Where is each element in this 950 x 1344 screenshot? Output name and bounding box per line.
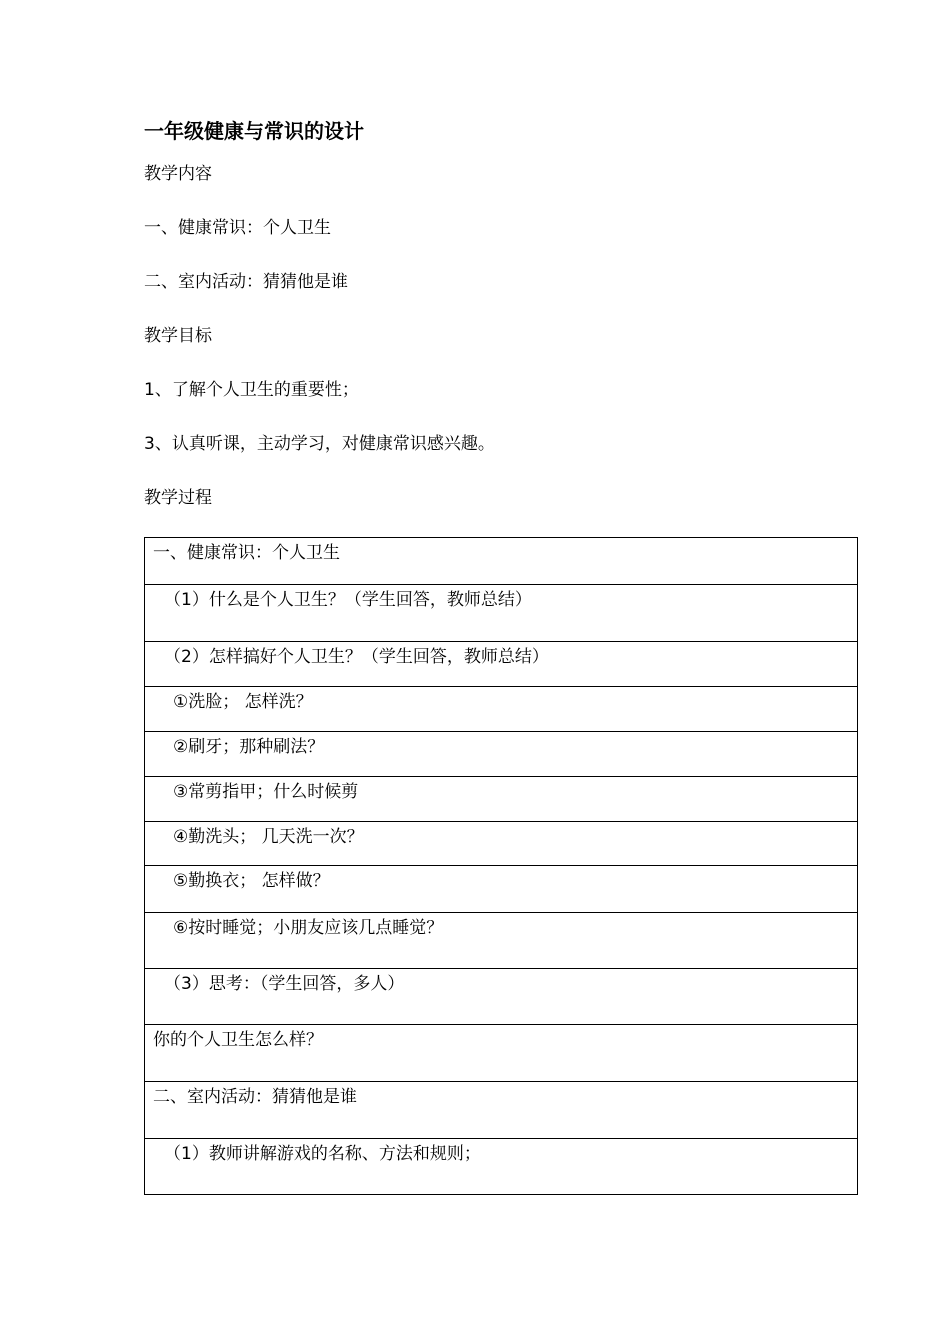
table-cell-text: ⑤勤换衣； 怎样做？ (173, 871, 330, 891)
table-cell-text: 你的个人卫生怎么样？ (153, 1030, 323, 1050)
table-cell-text: （1）什么是个人卫生？（学生回答，教师总结） (164, 590, 532, 610)
table-cell-text: ②刷牙；那种刷法？ (173, 737, 325, 757)
table-row (145, 732, 858, 777)
table-row (145, 1139, 858, 1195)
paragraph-content-item-2: 二、室内活动：猜猜他是谁 (144, 272, 348, 292)
table-row (145, 913, 858, 969)
table-row (145, 822, 858, 866)
table-cell-text: 二、室内活动：猜猜他是谁 (153, 1087, 357, 1107)
table-row (145, 538, 858, 585)
table-cell-text: （1）教师讲解游戏的名称、方法和规则； (164, 1144, 481, 1164)
paragraph-teaching-content: 教学内容 (144, 164, 212, 184)
table-row (145, 687, 858, 732)
paragraph-teaching-process: 教学过程 (144, 488, 212, 508)
table-row (145, 1025, 858, 1082)
process-table (144, 537, 858, 1195)
table-row (145, 866, 858, 913)
table-row (145, 585, 858, 642)
table-row (145, 969, 858, 1025)
table-cell-text: （3）思考：（学生回答，多人） (164, 974, 405, 994)
paragraph-goal-1: 1、了解个人卫生的重要性； (144, 380, 359, 400)
document-title: 一年级健康与常识的设计 (144, 119, 364, 143)
table-row (145, 1082, 858, 1139)
table-row (145, 777, 858, 822)
table-cell-text: ①洗脸； 怎样洗？ (173, 692, 313, 712)
paragraph-teaching-goals: 教学目标 (144, 326, 212, 346)
paragraph-content-item-1: 一、健康常识：个人卫生 (144, 218, 331, 238)
table-cell-text: ⑥按时睡觉；小朋友应该几点睡觉？ (173, 918, 444, 938)
table-cell-text: ③常剪指甲；什么时候剪 (173, 782, 359, 802)
paragraph-goal-3: 3、认真听课，主动学习，对健康常识感兴趣。 (144, 434, 495, 454)
table-cell-text: ④勤洗头； 几天洗一次？ (173, 827, 364, 847)
table-cell-text: 一、健康常识：个人卫生 (153, 543, 340, 563)
table-cell-text: （2）怎样搞好个人卫生？（学生回答，教师总结） (164, 647, 549, 667)
table-row (145, 642, 858, 687)
